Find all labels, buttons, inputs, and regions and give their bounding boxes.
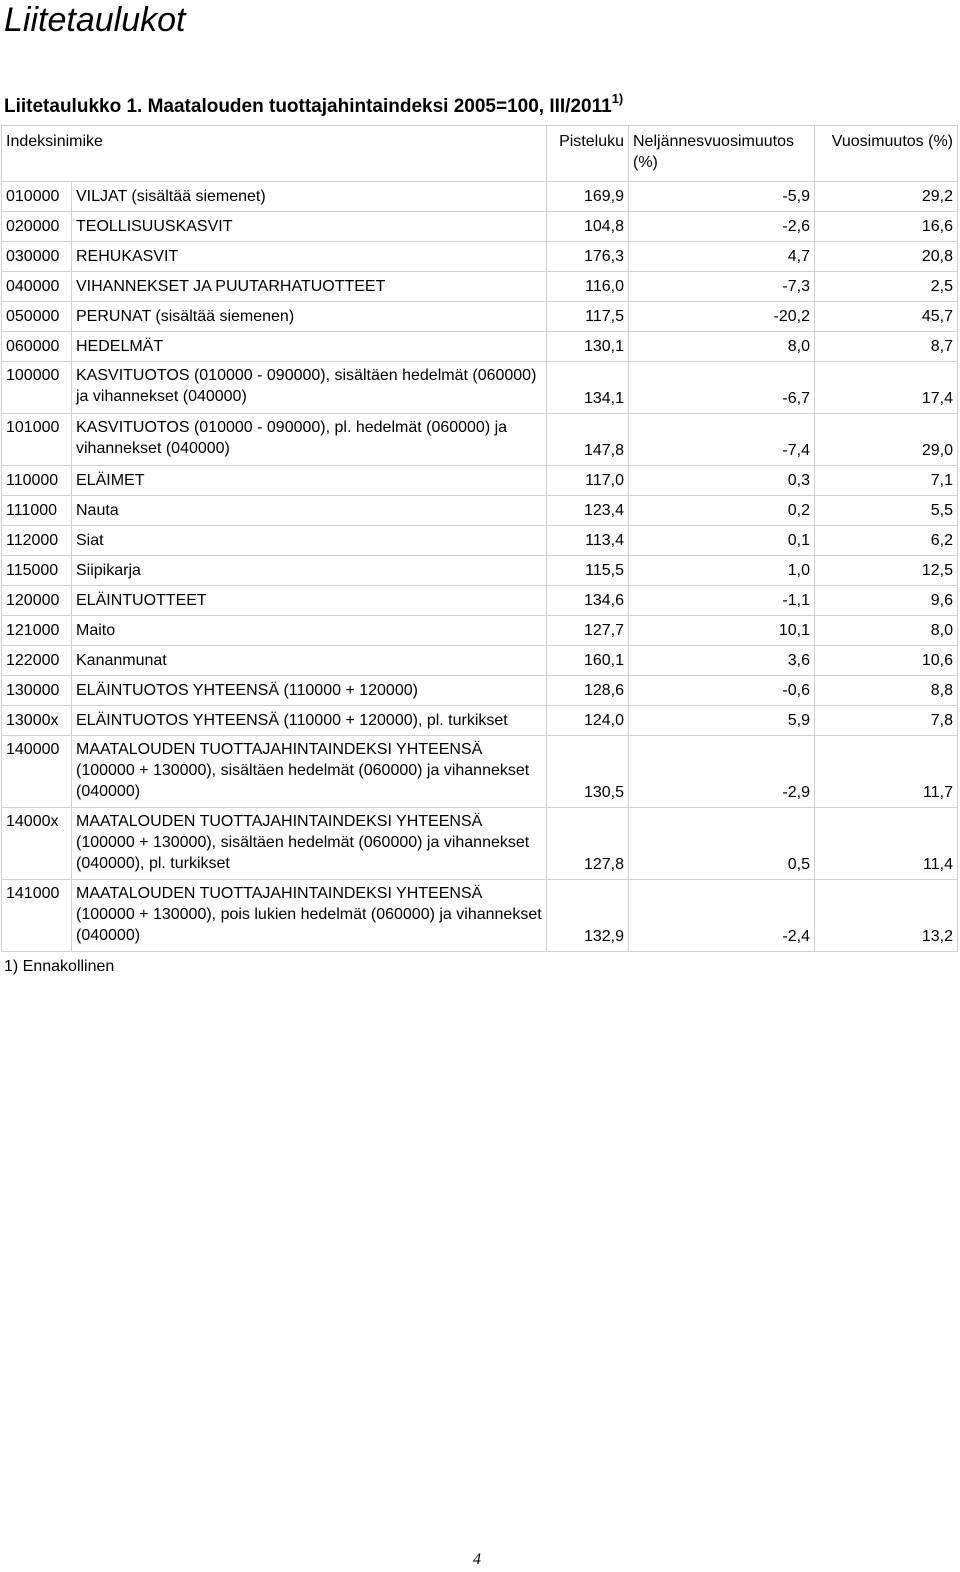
row-points: 128,6 [547,676,629,706]
row-name: MAATALOUDEN TUOTTAJAHINTAINDEKSI YHTEENSÄ (100000 + 130000), sisältäen hedelmät (060000) ja vihannekset (040000), pl. turkikset [72,808,547,880]
row-name: Nauta [72,496,547,526]
row-points: 130,5 [547,736,629,808]
row-year-change: 20,8 [815,242,958,272]
row-name: REHUKASVIT [72,242,547,272]
row-year-change: 10,6 [815,646,958,676]
table-row [2,496,958,526]
row-quarter-change: 0,3 [629,466,815,496]
row-points: 147,8 [547,414,629,466]
row-year-change: 11,7 [815,736,958,808]
row-code: 141000 [2,880,72,952]
row-code: 13000x [2,706,72,736]
row-name: Siipikarja [72,556,547,586]
row-points: 134,6 [547,586,629,616]
row-code: 100000 [2,362,72,414]
table-row [2,242,958,272]
row-year-change: 16,6 [815,212,958,242]
row-points: 124,0 [547,706,629,736]
row-year-change: 8,0 [815,616,958,646]
row-year-change: 45,7 [815,302,958,332]
row-points: 117,0 [547,466,629,496]
row-quarter-change: -2,6 [629,212,815,242]
row-name: ELÄIMET [72,466,547,496]
row-points: 134,1 [547,362,629,414]
row-quarter-change: 8,0 [629,332,815,362]
row-quarter-change: 3,6 [629,646,815,676]
row-year-change: 17,4 [815,362,958,414]
header-year-change: Vuosimuutos (%) [815,126,958,182]
row-name: VILJAT (sisältää siemenet) [72,182,547,212]
row-code: 111000 [2,496,72,526]
table-row [2,526,958,556]
table-body [2,182,958,952]
row-code: 140000 [2,736,72,808]
page-number: 4 [473,1551,481,1568]
row-quarter-change: -2,4 [629,880,815,952]
row-name: TEOLLISUUSKASVIT [72,212,547,242]
row-code: 112000 [2,526,72,556]
row-points: 115,5 [547,556,629,586]
header-points: Pisteluku [547,126,629,182]
row-code: 130000 [2,676,72,706]
row-points: 176,3 [547,242,629,272]
row-code: 101000 [2,414,72,466]
row-points: 123,4 [547,496,629,526]
row-quarter-change: -5,9 [629,182,815,212]
table-row [2,616,958,646]
row-code: 020000 [2,212,72,242]
price-index-table [1,125,958,952]
row-code: 110000 [2,466,72,496]
row-name: Siat [72,526,547,556]
row-quarter-change: -2,9 [629,736,815,808]
table-row [2,272,958,302]
row-code: 14000x [2,808,72,880]
row-name: KASVITUOTOS (010000 - 090000), pl. hedelmät (060000) ja vihannekset (040000) [72,414,547,466]
table-row [2,880,958,952]
table-row [2,676,958,706]
header-index-name: Indeksinimike [2,126,547,182]
row-points: 116,0 [547,272,629,302]
page-heading: Liitetaulukot [4,1,186,39]
row-year-change: 11,4 [815,808,958,880]
row-code: 030000 [2,242,72,272]
row-points: 169,9 [547,182,629,212]
row-quarter-change: 0,2 [629,496,815,526]
row-quarter-change: -0,6 [629,676,815,706]
table-row [2,646,958,676]
row-code: 010000 [2,182,72,212]
table-row [2,302,958,332]
table-row [2,556,958,586]
row-points: 104,8 [547,212,629,242]
row-name: ELÄINTUOTOS YHTEENSÄ (110000 + 120000), pl. turkikset [72,706,547,736]
row-year-change: 12,5 [815,556,958,586]
row-name: PERUNAT (sisältää siemenen) [72,302,547,332]
row-quarter-change: -6,7 [629,362,815,414]
row-name: Kananmunat [72,646,547,676]
row-year-change: 29,0 [815,414,958,466]
row-year-change: 8,8 [815,676,958,706]
table-header-row [2,126,958,182]
row-name: ELÄINTUOTTEET [72,586,547,616]
row-quarter-change: 5,9 [629,706,815,736]
row-code: 050000 [2,302,72,332]
row-code: 040000 [2,272,72,302]
table-row [2,466,958,496]
table-row [2,736,958,808]
row-quarter-change: 0,5 [629,808,815,880]
row-points: 127,7 [547,616,629,646]
table-row [2,332,958,362]
table-row [2,808,958,880]
row-points: 127,8 [547,808,629,880]
row-quarter-change: 1,0 [629,556,815,586]
row-quarter-change: -7,4 [629,414,815,466]
row-name: Maito [72,616,547,646]
table-row [2,706,958,736]
row-code: 120000 [2,586,72,616]
table-title [4,84,623,122]
row-year-change: 7,8 [815,706,958,736]
row-year-change: 13,2 [815,880,958,952]
row-year-change: 5,5 [815,496,958,526]
row-points: 160,1 [547,646,629,676]
row-quarter-change: 4,7 [629,242,815,272]
row-code: 121000 [2,616,72,646]
row-points: 117,5 [547,302,629,332]
footnote: 1) Ennakollinen [4,958,115,975]
row-points: 132,9 [547,880,629,952]
title-footnote-marker: 1) [611,91,624,106]
row-year-change: 9,6 [815,586,958,616]
table-title-text: Liitetaulukko 1. Maatalouden tuottajahintaindeksi 2005=100, III/2011 [4,96,612,117]
table-row [2,586,958,616]
row-name: ELÄINTUOTOS YHTEENSÄ (110000 + 120000) [72,676,547,706]
table-row [2,212,958,242]
table-row [2,182,958,212]
row-quarter-change: -20,2 [629,302,815,332]
header-quarter-change: Neljännesvuosimuutos (%) [629,126,815,182]
row-code: 060000 [2,332,72,362]
row-year-change: 7,1 [815,466,958,496]
row-name: MAATALOUDEN TUOTTAJAHINTAINDEKSI YHTEENSÄ (100000 + 130000), sisältäen hedelmät (060000) ja vihannekset (040000) [72,736,547,808]
row-quarter-change: -1,1 [629,586,815,616]
row-quarter-change: 0,1 [629,526,815,556]
row-year-change: 8,7 [815,332,958,362]
row-points: 130,1 [547,332,629,362]
row-code: 122000 [2,646,72,676]
row-name: MAATALOUDEN TUOTTAJAHINTAINDEKSI YHTEENSÄ (100000 + 130000), pois lukien hedelmät (060000) ja vihannekset (040000) [72,880,547,952]
row-code: 115000 [2,556,72,586]
row-name: KASVITUOTOS (010000 - 090000), sisältäen hedelmät (060000) ja vihannekset (040000) [72,362,547,414]
row-quarter-change: 10,1 [629,616,815,646]
table-row [2,414,958,466]
row-year-change: 29,2 [815,182,958,212]
row-year-change: 6,2 [815,526,958,556]
row-quarter-change: -7,3 [629,272,815,302]
row-name: HEDELMÄT [72,332,547,362]
row-year-change: 2,5 [815,272,958,302]
row-name: VIHANNEKSET JA PUUTARHATUOTTEET [72,272,547,302]
table-row [2,362,958,414]
row-points: 113,4 [547,526,629,556]
